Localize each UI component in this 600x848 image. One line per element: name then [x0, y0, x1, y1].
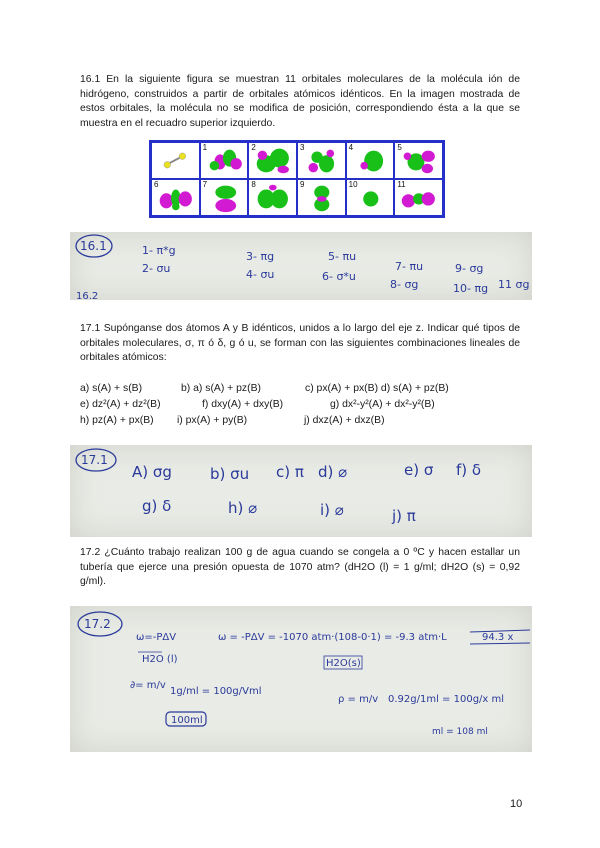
orbital-cell: 3: [297, 142, 346, 179]
svg-text:∂= m/v: ∂= m/v: [130, 680, 166, 691]
handwriting-16-1: [70, 232, 532, 300]
svg-text:b) σu: b) σu: [210, 465, 250, 483]
svg-text:0.92g/1ml = 100g/x ml: 0.92g/1ml = 100g/x ml: [388, 694, 505, 705]
svg-text:h) ⌀: h) ⌀: [228, 499, 258, 517]
question-17-1: [80, 322, 520, 366]
handwritten-answer-17-2: [70, 606, 532, 752]
orbital-cell: 9: [297, 179, 346, 216]
orbital-cell: 6: [151, 179, 200, 216]
orbital-cell: 7: [200, 179, 249, 216]
question-16-1: [80, 73, 520, 131]
svg-text:H2O(s): H2O(s): [326, 658, 361, 669]
options-17-1: [80, 381, 520, 429]
svg-text:A) σg: A) σg: [132, 463, 172, 481]
handwriting-17-2: [70, 606, 532, 752]
svg-text:H2O (l): H2O (l): [142, 654, 178, 665]
svg-text:j) π: j) π: [392, 507, 416, 525]
question-17-2-text: 17.2 ¿Cuánto trabajo realizan 100 g de agua cuando se congela a 0 ºC y hacen estallar un tubería que ejerce una presión opuesta de 1070 atm? (dH2O (l) = 1 g/ml; dH2O (s) = 0,92 g/ml).: [80, 547, 520, 587]
svg-text:ω=-PΔV: ω=-PΔV: [136, 632, 177, 643]
question-16-1-text: 16.1 En la siguiente figura se muestran 11 orbitales moleculares de la molécula ión de hidrógeno, construidos a partir de orbitales atómicos idénticos. En la imagen mostrada de estos orbitales, la molécula no se modifica de posición, correspondiendo ésta a la que se muestra en el recuadro superior izquierdo.: [80, 74, 520, 129]
orbital-cell: 11: [394, 179, 443, 216]
svg-text:17.2: 17.2: [84, 617, 111, 631]
svg-text:1g/ml = 100g/Vml: 1g/ml = 100g/Vml: [170, 686, 262, 697]
svg-text:e) σ: e) σ: [404, 461, 434, 479]
question-17-2: [80, 546, 520, 590]
svg-text:100ml: 100ml: [171, 715, 203, 726]
options-row: h) pz(A) + px(B) i) px(A) + py(B) j) dxz(A) + dxz(B): [80, 415, 385, 426]
page-number: 10: [510, 798, 523, 810]
options-row: a) s(A) + s(B) b) a) s(A) + pz(B) c) px(A) + px(B) d) s(A) + pz(B): [80, 383, 449, 394]
svg-text:ml = 108 ml: ml = 108 ml: [432, 727, 488, 737]
svg-text:g) δ: g) δ: [142, 497, 172, 515]
svg-text:2- σu: 2- σu: [142, 262, 171, 275]
orbital-cell: 2: [248, 142, 297, 179]
svg-text:8- σg: 8- σg: [390, 278, 419, 291]
molecule-diagram: [152, 143, 199, 178]
orbital-figure: [149, 140, 445, 218]
svg-text:16.1: 16.1: [80, 239, 107, 253]
svg-text:ω = -PΔV = -1070 atm·(108-0·1): ω = -PΔV = -1070 atm·(108-0·1) = -9.3 atm·L: [218, 632, 447, 643]
svg-text:3- πg: 3- πg: [246, 250, 275, 263]
options-row: e) dz²(A) + dz²(B) f) dxy(A) + dxy(B) g) dx²-y²(A) + dx²-y²(B): [80, 399, 435, 410]
svg-text:1- π*g: 1- π*g: [142, 244, 176, 257]
svg-text:10- πg: 10- πg: [453, 282, 489, 295]
orbital-cell-molecule: [151, 142, 200, 179]
orbital-cell: 10: [346, 179, 395, 216]
svg-text:9- σg: 9- σg: [455, 262, 484, 275]
svg-text:5- πu: 5- πu: [328, 250, 357, 263]
svg-text:17.1: 17.1: [81, 453, 108, 467]
handwritten-answer-17-1: [70, 445, 532, 537]
svg-text:6- σ*u: 6- σ*u: [322, 270, 356, 283]
orbital-cell: 1: [200, 142, 249, 179]
svg-text:11 σg: 11 σg: [498, 278, 530, 291]
question-17-1-text: 17.1 Supónganse dos átomos A y B idénticos, unidos a lo largo del eje z. Indicar qué tipos de orbitales moleculares, σ, π ó δ, g ó u, se forman con las siguientes combinaciones lineales de orbitales atómicos:: [80, 323, 520, 363]
orbital-cell: 4: [346, 142, 395, 179]
orbital-cell: 8: [248, 179, 297, 216]
handwriting-17-1: [70, 445, 532, 537]
svg-text:4- σu: 4- σu: [246, 268, 275, 281]
svg-text:16.2: 16.2: [76, 291, 99, 300]
svg-text:94.3 x: 94.3 x: [482, 632, 514, 643]
svg-text:7- πu: 7- πu: [395, 260, 424, 273]
svg-text:c) π: c) π: [276, 463, 304, 481]
handwritten-answer-16-1: [70, 232, 532, 300]
svg-text:f) δ: f) δ: [456, 461, 482, 479]
svg-text:ρ = m/v: ρ = m/v: [338, 694, 379, 705]
svg-text:d) ⌀: d) ⌀: [318, 463, 348, 481]
orbital-cell: 5: [394, 142, 443, 179]
svg-text:i) ⌀: i) ⌀: [320, 501, 344, 519]
